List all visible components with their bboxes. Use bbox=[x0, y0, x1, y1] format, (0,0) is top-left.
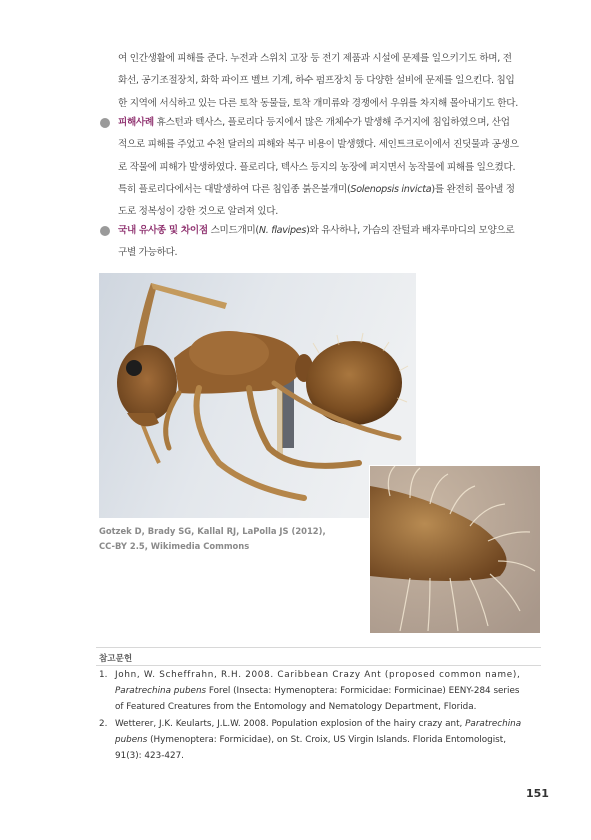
damage-cases-bullet bbox=[100, 112, 544, 223]
gaster-closeup-photo bbox=[369, 465, 541, 634]
reference-item bbox=[99, 668, 541, 715]
divider bbox=[96, 665, 541, 666]
species-name: Solenopsis invicta bbox=[350, 183, 432, 195]
species-name: Paratrechina pubens bbox=[115, 685, 207, 696]
text-line: 한 지역에 서식하고 있는 다른 토착 동물들, 토착 개미류와 경쟁에서 우위를 차지해 몰아내기도 한다. bbox=[118, 97, 518, 109]
text-line: )를 완전히 몰아낼 정 bbox=[431, 183, 515, 195]
similar-species-bullet bbox=[100, 220, 544, 265]
text-line: 휴스턴과 텍사스, 플로리다 등지에서 많은 개체수가 발생해 주거지에 침입하였으며, 산업 bbox=[153, 117, 510, 128]
credit-line: CC-BY 2.5, Wikimedia Commons bbox=[99, 540, 250, 551]
text-line: 화선, 공기조절장치, 화학 파이프 벨브 기계, 하수 펌프장치 등 다양한 설비에 문제를 일으킨다. 침입 bbox=[118, 75, 515, 87]
keyword-damage-cases: 피해사례 bbox=[118, 117, 154, 128]
references-list bbox=[99, 668, 541, 767]
text-line: )와 유사하나, 가슴의 잔털과 배자루마디의 모양으로 bbox=[306, 225, 515, 236]
text-line: 도로 정복성이 강한 것으로 알려져 있다. bbox=[118, 206, 278, 218]
reference-text: John, W. Scheffrahn, R.H. 2008. Caribbean Crazy Ant (proposed common name), bbox=[115, 670, 521, 680]
reference-text: Forel (Insecta: Hymenoptera: Formicidae: Formicinae) EENY-284 series bbox=[206, 685, 520, 696]
species-name: Paratrechina bbox=[465, 719, 522, 730]
reference-text: of Featured Creatures from the Entomology and Nematology Department, Florida. bbox=[115, 701, 477, 712]
reference-number: 1. bbox=[99, 670, 108, 680]
references-title: 참고문헌 bbox=[99, 654, 133, 664]
species-name: N. flavipes bbox=[258, 225, 307, 236]
text-line: 여 인간생활에 피해를 준다. 누전과 스위치 고장 등 전기 제품과 시설에 문제를 일으키기도 하며, 전 bbox=[118, 53, 512, 64]
text-line: 특히 플로리다에서는 대발생하여 다른 침입종 붉은불개미( bbox=[118, 183, 351, 195]
reference-text: (Hymenoptera: Formicidae), on St. Croix, US Virgin Islands. Florida Entomologist, bbox=[147, 735, 507, 746]
text-line: 스미드개미( bbox=[207, 225, 259, 236]
bullet-icon bbox=[100, 118, 110, 128]
keyword-similar-species: 국내 유사종 및 차이점 bbox=[118, 225, 208, 236]
page-number: 151 bbox=[526, 787, 549, 800]
reference-number: 2. bbox=[99, 719, 108, 730]
text-line: 로 작물에 피해가 발생하였다. 플로리다, 텍사스 등지의 농장에 퍼지면서 농작물에 피해를 일으켰다. bbox=[118, 161, 516, 173]
species-name: pubens bbox=[115, 735, 148, 746]
text-line: 구별 가능하다. bbox=[118, 247, 178, 259]
divider bbox=[96, 647, 541, 648]
reference-text: Wetterer, J.K. Keularts, J.L.W. 2008. Population explosion of the hairy crazy ant, bbox=[115, 719, 466, 730]
intro-paragraph bbox=[118, 48, 542, 115]
text-line: 적으로 피해를 주었고 수천 달러의 피해와 복구 비용이 발생했다. 세인트크로이에서 진딧물과 공생으 bbox=[118, 139, 519, 151]
reference-text: 91(3): 423-427. bbox=[115, 750, 184, 761]
reference-item bbox=[99, 717, 541, 764]
photo-credit bbox=[99, 524, 359, 553]
credit-line: Gotzek D, Brady SG, Kallal RJ, LaPolla JS (2012), bbox=[99, 526, 326, 536]
bullet-icon bbox=[100, 226, 110, 236]
